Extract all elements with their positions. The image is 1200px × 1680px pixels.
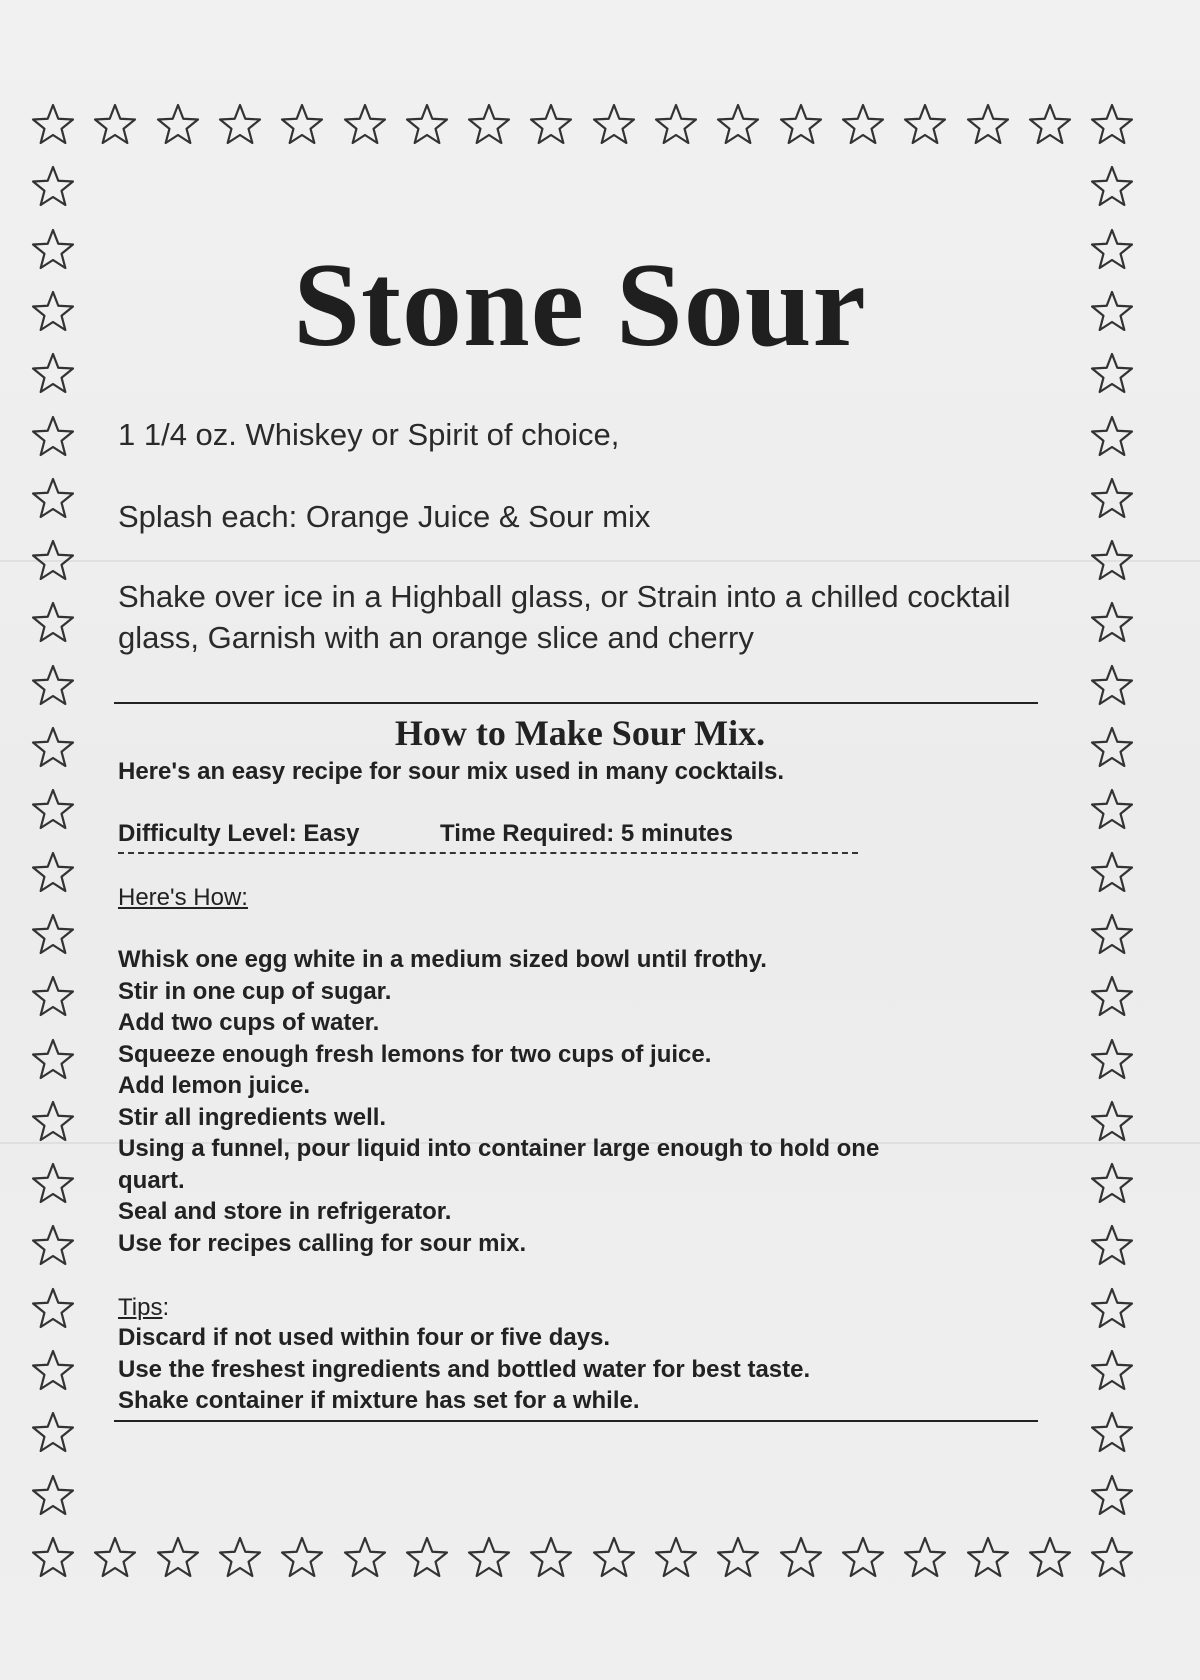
star-outline-icon [715,102,761,148]
star-outline-icon [715,1535,761,1581]
tips-heading-label: Tips [118,1294,163,1321]
list-item: quart. [118,1166,185,1194]
star-outline-icon [92,102,138,148]
star-outline-icon [1089,1286,1135,1332]
list-item: Using a funnel, pour liquid into container large enough to hold one [118,1135,880,1162]
star-outline-icon [1089,1535,1135,1581]
list-item: Squeeze enough fresh lemons for two cups of juice. [118,1040,712,1068]
steps-heading: Here's How: [118,884,248,911]
list-item: Use for recipes calling for sour mix. [118,1229,527,1257]
star-outline-icon [279,1535,325,1581]
divider-top [114,702,1038,704]
star-outline-icon [840,1535,886,1581]
star-outline-icon [1027,1535,1073,1581]
page-title: Stone Sour [293,238,867,371]
star-outline-icon [30,476,76,522]
star-outline-icon [30,164,76,210]
star-outline-icon [30,538,76,584]
star-outline-icon [1089,787,1135,833]
list-item: Add lemon juice. [118,1072,311,1099]
star-outline-icon [342,1535,388,1581]
star-outline-icon [528,1535,574,1581]
list-item: Stir all ingredients well. [118,1103,387,1131]
instructions-text: Shake over ice in a Highball glass, or Strain into a chilled cocktail glass, Garnish with an orange slice and cherry [118,579,1011,655]
star-outline-icon [217,102,263,148]
star-outline-icon [840,102,886,148]
star-outline-icon [30,1099,76,1145]
star-outline-icon [30,600,76,646]
star-outline-icon [653,102,699,148]
time-required: Time Required: 5 minutes [440,820,733,847]
star-outline-icon [778,102,824,148]
star-outline-icon [30,1535,76,1581]
star-outline-icon [30,1037,76,1083]
star-outline-icon [965,1535,1011,1581]
star-outline-icon [92,1535,138,1581]
star-outline-icon [902,102,948,148]
star-outline-icon [466,102,512,148]
star-outline-icon [1089,1037,1135,1083]
intro-text: Here's an easy recipe for sour mix used in many cocktails. [118,758,784,785]
star-outline-icon [1089,600,1135,646]
star-outline-icon [1089,1099,1135,1145]
list-item: Stir in one cup of sugar. [118,977,392,1005]
star-outline-icon [30,414,76,460]
star-outline-icon [30,850,76,896]
ingredient-spirit: 1 1/4 oz. Whiskey or Spirit of choice, [118,417,620,452]
star-outline-icon [1089,1473,1135,1519]
list-item: Discard if not used within four or five days. [118,1324,611,1351]
star-outline-icon [902,1535,948,1581]
star-outline-icon [217,1535,263,1581]
star-outline-icon [778,1535,824,1581]
star-outline-icon [528,102,574,148]
star-outline-icon [1089,1223,1135,1269]
star-outline-icon [30,974,76,1020]
star-outline-icon [30,787,76,833]
tips-heading: Tips: [118,1294,170,1321]
star-outline-icon [591,1535,637,1581]
tips-list [118,1322,810,1417]
star-outline-icon [1089,1348,1135,1394]
star-outline-icon [30,1223,76,1269]
star-outline-icon [30,663,76,709]
star-outline-icon [30,912,76,958]
star-outline-icon [1027,102,1073,148]
list-item: Add two cups of water. [118,1009,380,1036]
star-outline-icon [155,102,201,148]
divider-bottom [114,1420,1038,1422]
steps-list [118,944,879,1259]
list-item: Use the freshest ingredients and bottled water for best taste. [118,1355,811,1383]
ingredient-splash: Splash each: Orange Juice & Sour mix [118,499,651,534]
star-outline-icon [1089,414,1135,460]
star-outline-icon [30,1473,76,1519]
star-outline-icon [653,1535,699,1581]
star-outline-icon [1089,164,1135,210]
star-outline-icon [1089,912,1135,958]
star-outline-icon [30,102,76,148]
star-outline-icon [1089,850,1135,896]
star-outline-icon [30,1286,76,1332]
star-outline-icon [1089,538,1135,584]
star-outline-icon [1089,1161,1135,1207]
list-item: Whisk one egg white in a medium sized bowl until frothy. [118,946,767,973]
star-outline-icon [30,1348,76,1394]
difficulty-level: Difficulty Level: Easy [118,820,360,847]
star-outline-icon [155,1535,201,1581]
list-item: Shake container if mixture has set for a while. [118,1387,640,1414]
star-outline-icon [30,1410,76,1456]
star-outline-icon [591,102,637,148]
list-item: Seal and store in refrigerator. [118,1198,452,1225]
star-outline-icon [1089,974,1135,1020]
star-outline-icon [466,1535,512,1581]
star-outline-icon [404,102,450,148]
star-outline-icon [1089,476,1135,522]
star-outline-icon [1089,663,1135,709]
paper-fold [0,560,1200,562]
star-outline-icon [30,1161,76,1207]
star-outline-icon [279,102,325,148]
star-outline-icon [965,102,1011,148]
star-outline-icon [1089,1410,1135,1456]
section-heading: How to Make Sour Mix. [394,713,766,753]
star-outline-icon [342,102,388,148]
star-outline-icon [1089,102,1135,148]
dashed-divider [118,852,858,854]
star-outline-icon [404,1535,450,1581]
